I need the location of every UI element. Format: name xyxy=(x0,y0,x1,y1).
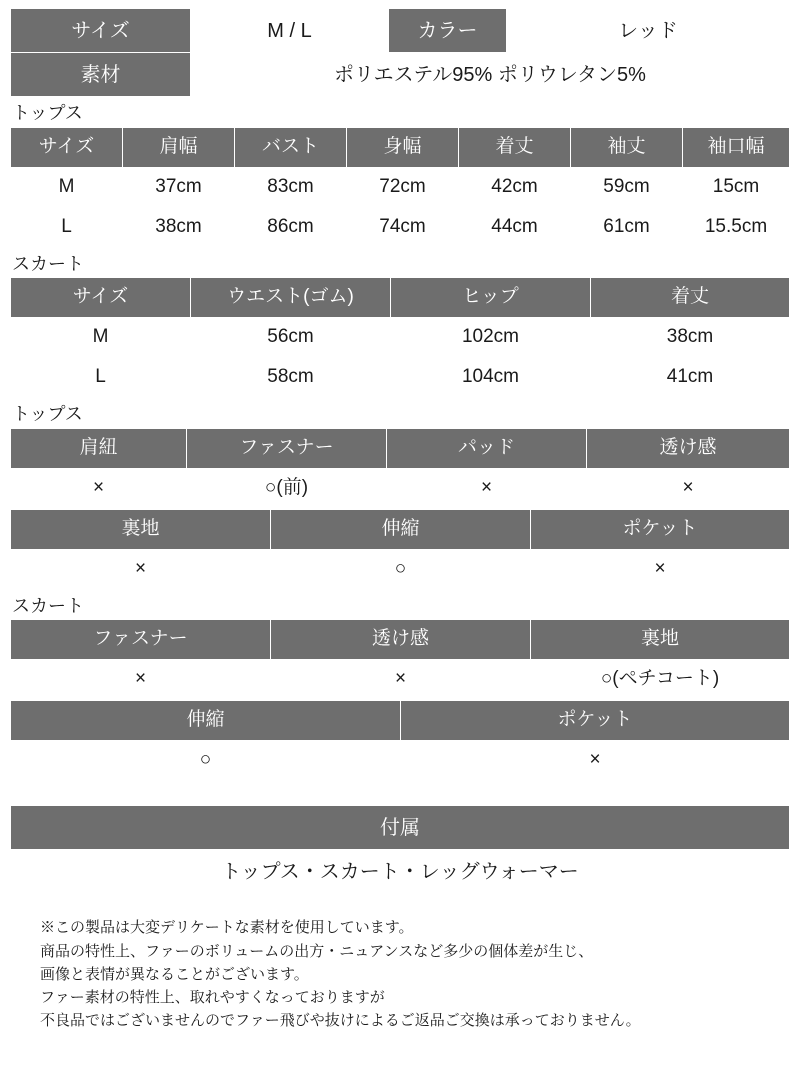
table-cell: ○(前) xyxy=(187,468,387,508)
table-row xyxy=(11,358,790,398)
section-spacer xyxy=(10,781,790,805)
table-cell: 74cm xyxy=(347,207,459,247)
tops-detail-table-b xyxy=(10,509,790,590)
table-cell: 41cm xyxy=(591,358,790,398)
tops-measurement-table xyxy=(10,127,790,248)
table-row xyxy=(11,428,790,468)
spec-size-header: サイズ xyxy=(11,9,191,53)
table-cell: 38cm xyxy=(123,207,235,247)
column-header: ヒップ xyxy=(391,278,591,318)
section-label-tops-detail: トップス xyxy=(12,404,83,425)
column-header: 身幅 xyxy=(347,127,459,167)
table-cell: × xyxy=(11,468,187,508)
table-row xyxy=(11,167,790,207)
note-line: 商品の特性上、ファーのボリュームの出方・ニュアンスなど多少の個体差が生じ、 xyxy=(40,942,594,960)
attachment-header: 付属 xyxy=(11,806,790,850)
table-row xyxy=(11,549,790,589)
table-row xyxy=(11,9,790,53)
table-row xyxy=(11,660,790,700)
column-header: ファスナー xyxy=(11,620,271,660)
table-row xyxy=(11,318,790,358)
note-line: ファー素材の特性上、取れやすくなっておりますが xyxy=(40,989,385,1007)
table-cell: 15cm xyxy=(683,167,790,207)
column-header: 裏地 xyxy=(531,620,790,660)
column-header: サイズ xyxy=(11,278,191,318)
table-cell: 56cm xyxy=(191,318,391,358)
note-line: 画像と表情が異なることがございます。 xyxy=(40,965,309,983)
column-header: 透け感 xyxy=(587,428,790,468)
spec-material-header: 素材 xyxy=(11,53,191,97)
table-cell: L xyxy=(11,358,191,398)
table-cell: 42cm xyxy=(459,167,571,207)
table-cell: 61cm xyxy=(571,207,683,247)
column-header: パッド xyxy=(387,428,587,468)
table-cell: 59cm xyxy=(571,167,683,207)
table-cell: 44cm xyxy=(459,207,571,247)
column-header: 袖口幅 xyxy=(683,127,790,167)
skirt-detail-table-a xyxy=(10,619,790,700)
column-header: 肩幅 xyxy=(123,127,235,167)
skirt-measurement-table xyxy=(10,277,790,398)
column-header: 着丈 xyxy=(591,278,790,318)
table-cell: ○ xyxy=(271,549,531,589)
table-cell: 86cm xyxy=(235,207,347,247)
table-cell: × xyxy=(271,660,531,700)
column-header: 肩紐 xyxy=(11,428,187,468)
column-header: 透け感 xyxy=(271,620,531,660)
table-cell: × xyxy=(531,549,790,589)
column-header: ポケット xyxy=(531,509,790,549)
column-header: サイズ xyxy=(11,127,123,167)
table-row xyxy=(11,701,790,741)
column-header: 裏地 xyxy=(11,509,271,549)
table-cell: 102cm xyxy=(391,318,591,358)
table-row xyxy=(11,53,790,97)
note-line: 不良品ではございませんのでファー飛びや抜けによるご返品ご交換は承っておりません。 xyxy=(40,1012,641,1030)
table-cell: 15.5cm xyxy=(683,207,790,247)
column-header: 伸縮 xyxy=(11,701,401,741)
column-header: ポケット xyxy=(401,701,790,741)
column-header: ファスナー xyxy=(187,428,387,468)
table-cell: × xyxy=(587,468,790,508)
table-cell: ○ xyxy=(11,741,401,781)
note-line: ※この製品は大変デリケートな素材を使用しています。 xyxy=(40,919,414,937)
table-cell: M xyxy=(11,167,123,207)
table-row xyxy=(11,207,790,247)
table-cell: 104cm xyxy=(391,358,591,398)
table-cell: 38cm xyxy=(591,318,790,358)
column-header: ウエスト(ゴム) xyxy=(191,278,391,318)
table-row xyxy=(11,620,790,660)
spec-summary-table xyxy=(10,8,790,97)
spec-size-value: M / L xyxy=(191,9,389,53)
table-cell: 83cm xyxy=(235,167,347,207)
section-label-tops-measure: トップス xyxy=(12,103,83,123)
table-cell: × xyxy=(11,660,271,700)
tops-detail-table-a xyxy=(10,428,790,509)
table-row xyxy=(11,806,790,850)
column-header: バスト xyxy=(235,127,347,167)
table-cell: 72cm xyxy=(347,167,459,207)
table-row xyxy=(11,468,790,508)
table-cell: ○(ペチコート) xyxy=(531,660,790,700)
spec-color-value: レッド xyxy=(507,9,790,53)
table-row xyxy=(11,278,790,318)
skirt-detail-table-b xyxy=(10,700,790,781)
table-row xyxy=(11,850,790,894)
section-label-skirt-measure: スカート xyxy=(12,253,84,274)
column-header: 着丈 xyxy=(459,127,571,167)
attachment-table xyxy=(10,805,790,894)
table-cell: × xyxy=(11,549,271,589)
spec-material-value: ポリエステル95% ポリウレタン5% xyxy=(191,53,790,97)
spec-color-header: カラー xyxy=(389,9,507,53)
table-cell: 37cm xyxy=(123,167,235,207)
column-header: 袖丈 xyxy=(571,127,683,167)
table-row xyxy=(11,741,790,781)
table-cell: 58cm xyxy=(191,358,391,398)
table-cell: × xyxy=(387,468,587,508)
table-cell: M xyxy=(11,318,191,358)
table-row xyxy=(11,127,790,167)
table-cell: L xyxy=(11,207,123,247)
product-notes xyxy=(10,916,790,1032)
table-row xyxy=(11,509,790,549)
section-label-skirt-detail: スカート xyxy=(12,595,84,616)
attachment-value: トップス・スカート・レッグウォーマー xyxy=(11,850,790,894)
table-cell: × xyxy=(401,741,790,781)
column-header: 伸縮 xyxy=(271,509,531,549)
